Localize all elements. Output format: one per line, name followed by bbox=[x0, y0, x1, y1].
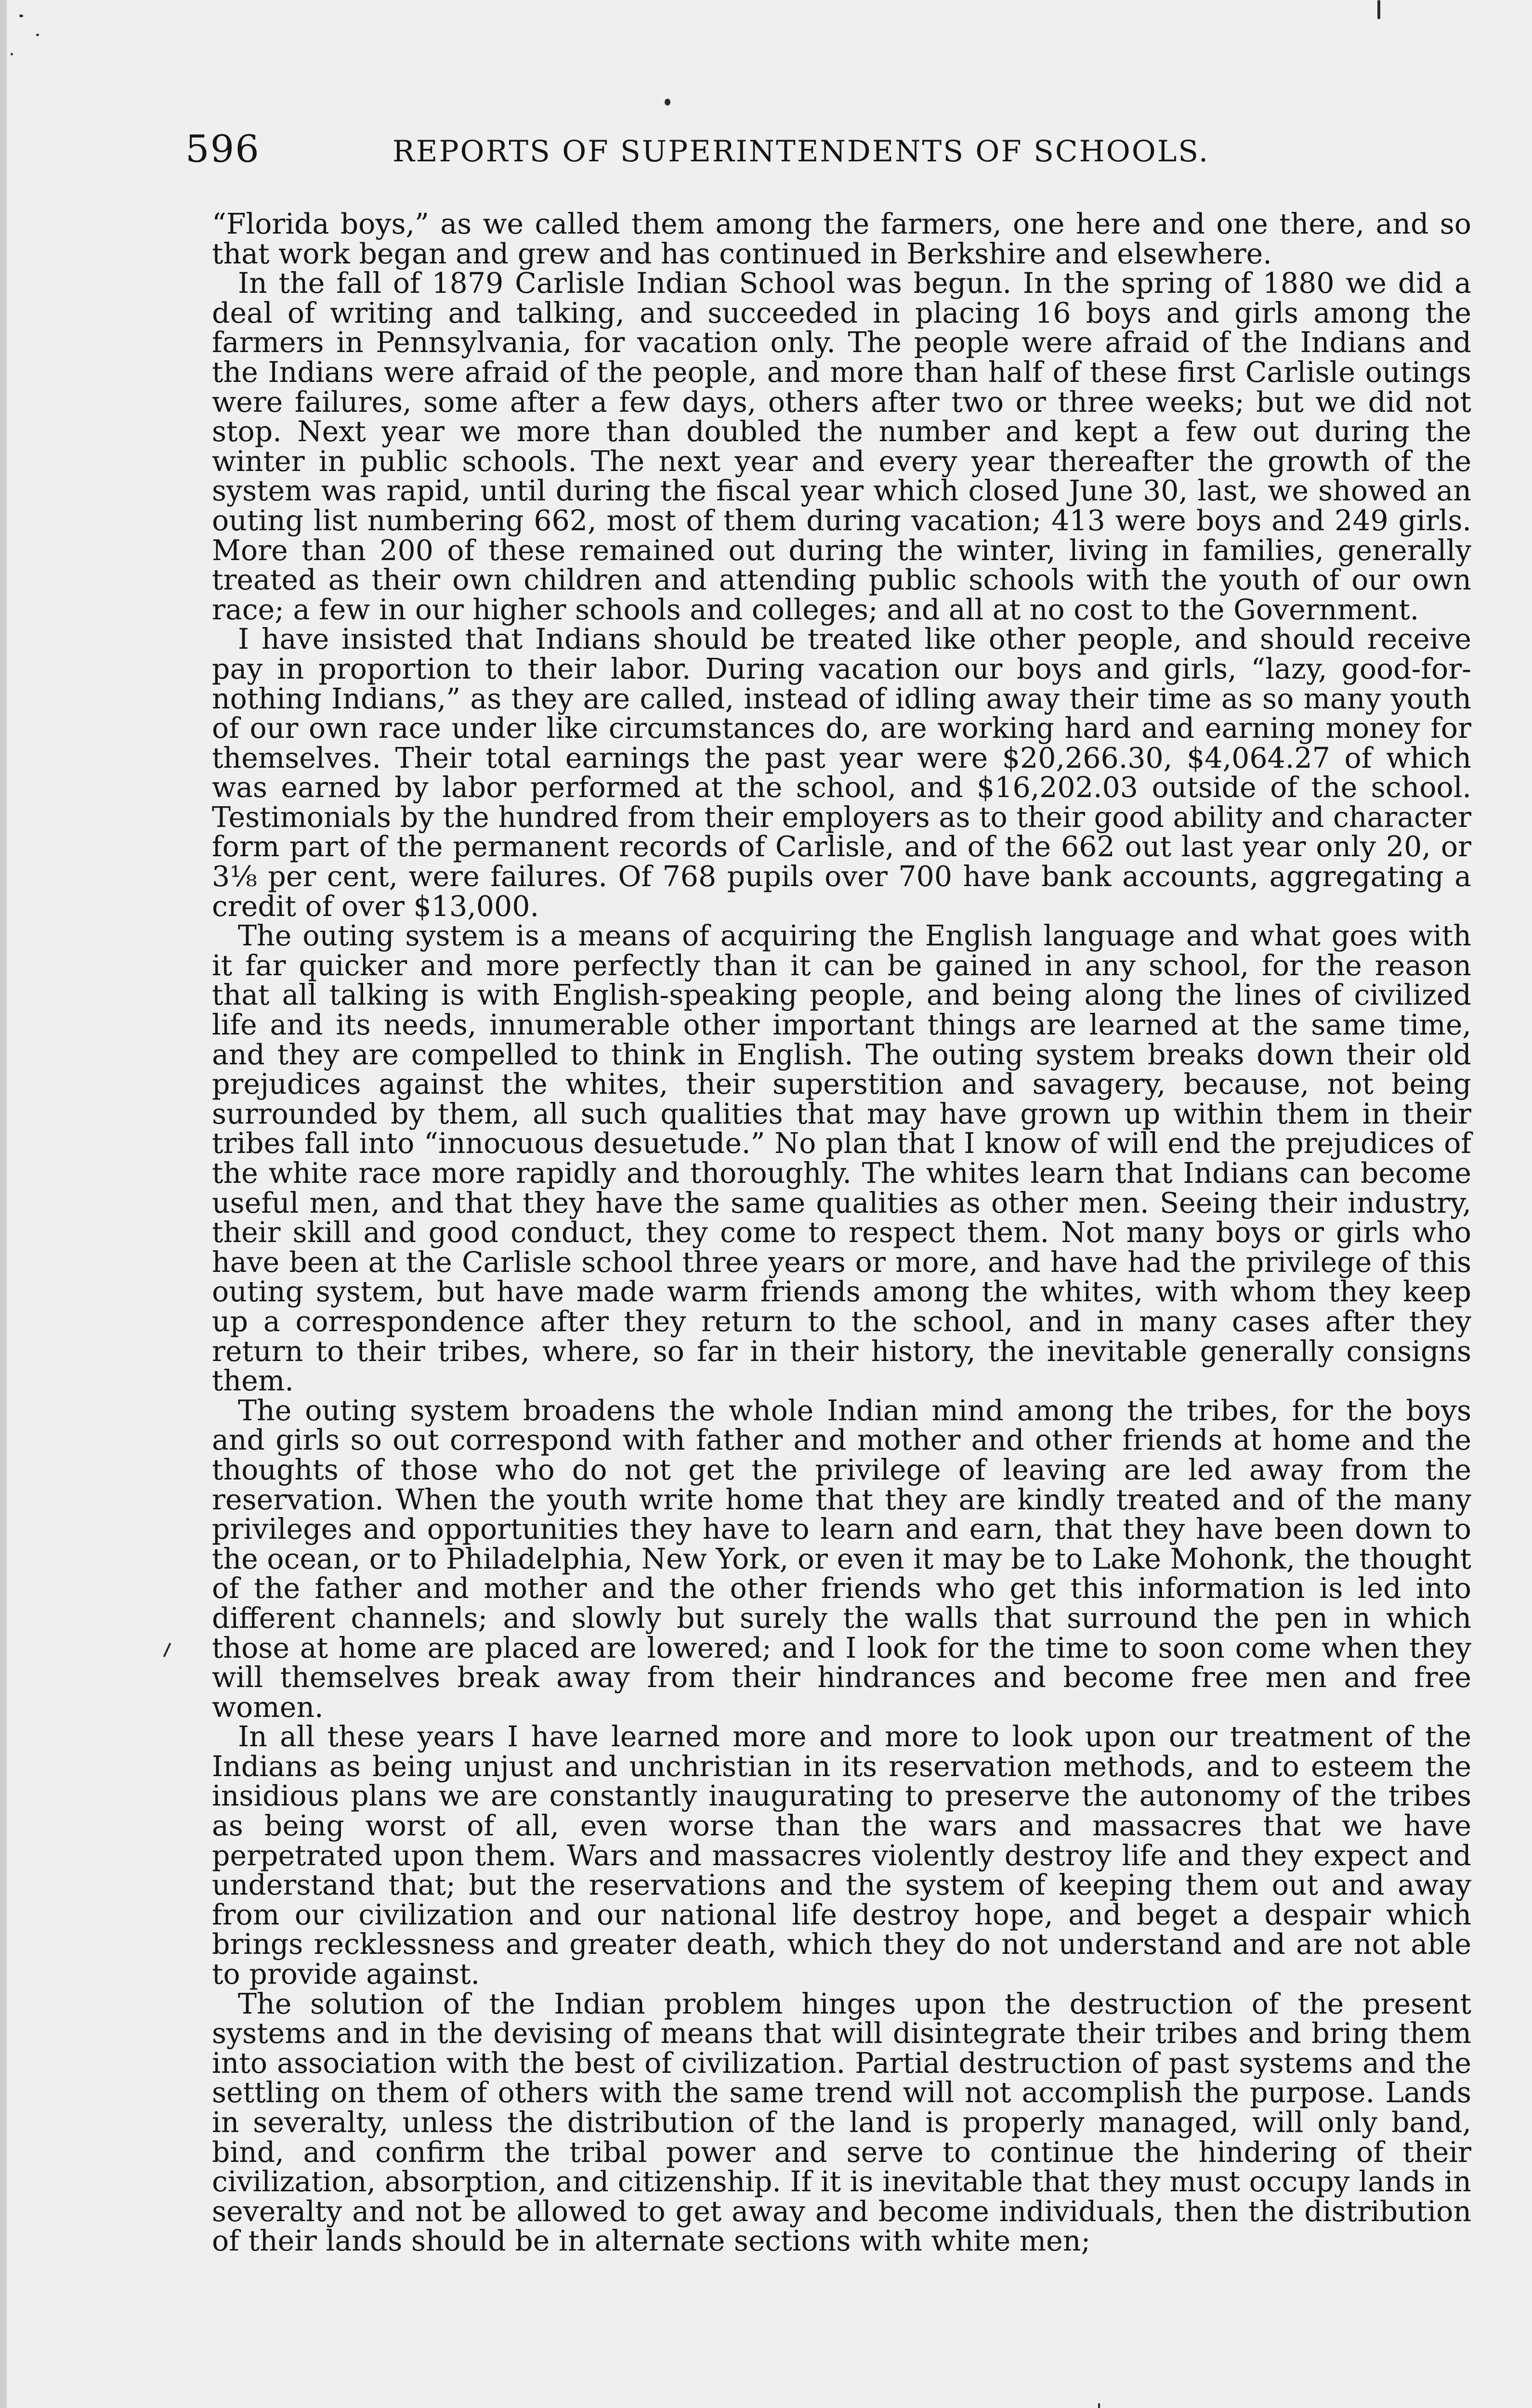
scan-speck bbox=[11, 53, 13, 55]
running-title: REPORTS OF SUPERINTENDENTS OF SCHOOLS. bbox=[393, 134, 1210, 169]
body-text bbox=[212, 209, 1471, 2256]
scan-speck bbox=[1377, 0, 1380, 19]
paragraph: “Florida boys,” as we called them among the farmers, one here and one there, and so that work began and grew and has continued in Berkshire and elsewhere. bbox=[212, 208, 1471, 270]
paragraph: The outing system is a means of acquiring the English language and what goes with it far quicker and more perfectly than it can be gained in any school, for the reason that all talking is with English-speaking people, and being along the lines of civilized life and its needs, innumerable other important things are learned at the same time, and they are compelled to think in English. The outing system breaks down their old prejudices against the whites, their superstition and savagery, because, not being surrounded by them, all such qualities that may have grown up within them in their tribes fall into “innocuous desuetude.” No plan that I know of will end the prejudices of the white race more rapidly and thoroughly. The whites learn that Indians can become useful men, and that they have the same qualities as other men. Seeing their industry, their skill and good conduct, they come to respect them. Not many boys or girls who have been at the Carlisle school three years or more, and have had the privilege of this outing system, but have made warm friends among the whites, with whom they keep up a correspondence after they return to the school, and in many cases after they return to their tribes, where, so far in their history, the inevitable generally consigns them. bbox=[212, 919, 1471, 1398]
scan-speck bbox=[665, 99, 670, 105]
paragraph: In all these years I have learned more and more to look upon our treatment of the Indians as being unjust and unchristian in its reservation methods, and to esteem the insidious plans we are constantly inaugurating to preserve the autonomy of the tribes as being worst of all, even worse than the wars and massacres that we have perpetrated upon them. Wars and massacres violently destroy life and they expect and understand that; but the reservations and the system of keeping them out and away from our civilization and our national life destroy hope, and beget a despair which brings recklessness and greater death, which they do not understand and are not able to provide against. bbox=[212, 1720, 1471, 1991]
page-number: 596 bbox=[185, 128, 260, 171]
paragraph: The outing system broadens the whole Indian mind among the tribes, for the boys and girls so out correspond with father and mother and other friends at home and the thoughts of those who do not get the privilege of leaving are led away from the reservation. When the youth write home that they are kindly treated and of the many privileges and opportunities they have to learn and earn, that they have been down to the ocean, or to Philadelphia, New York, or even it may be to Lake Mohonk, the thought of the father and mother and the other friends who get this information is led into different channels; and slowly but surely the walls that surround the pen in which those at home are placed are lowered; and I look for the time to soon come when they will themselves break away from their hindrances and become free men and free women. bbox=[212, 1394, 1471, 1724]
scan-left-edge bbox=[0, 0, 7, 2408]
scan-speck bbox=[36, 34, 39, 36]
paragraph: In the fall of 1879 Carlisle Indian School was begun. In the spring of 1880 we did a deal of writing and talking, and succeeded in placing 16 boys and girls among the farmers in Pennsylvania, for vacation only. The people were afraid of the Indians and the Indians were afraid of the people, and more than half of these first Carlisle outings were failures, some after a few days, others after two or three weeks; but we did not stop. Next year we more than doubled the number and kept a few out during the winter in public schools. The next year and every year thereafter the growth of the system was rapid, until during the fiscal year which closed June 30, last, we showed an outing list numbering 662, most of them during vacation; 413 were boys and 249 girls. More than 200 of these remained out during the winter, living in families, generally treated as their own children and attending public schools with the youth of our own race; a few in our higher schools and colleges; and all at no cost to the Government. bbox=[212, 267, 1471, 626]
page-header bbox=[185, 123, 1279, 176]
scan-speck bbox=[163, 1643, 171, 1658]
scan-speck bbox=[19, 14, 23, 17]
scan-speck bbox=[1098, 2403, 1100, 2408]
paragraph: I have insisted that Indians should be treated like other people, and should receive pay in proportion to their labor. During vacation our boys and girls, “lazy, good-for-nothing Indians,” as they are called, instead of idling away their time as so many youth of our own race under like circumstances do, are working hard and earning money for themselves. Their total earnings the past year were $20,266.30, $4,064.27 of which was earned by labor performed at the school, and $16,202.03 outside of the school. Testimonials by the hundred from their employers as to their good ability and character form part of the permanent records of Carlisle, and of the 662 out last year only 20, or 3⅛ per cent, were failures. Of 768 pupils over 700 have bank accounts, aggregating a credit of over $13,000. bbox=[212, 623, 1471, 923]
paragraph: The solution of the Indian problem hinges upon the destruction of the present systems and in the devising of means that will disintegrate their tribes and bring them into association with the best of civilization. Partial destruction of past systems and the settling on them of others with the same trend will not accomplish the purpose. Lands in severalty, unless the distribution of the land is properly managed, will only band, bind, and confirm the tribal power and serve to continue the hindering of their civilization, absorption, and citizenship. If it is inevitable that they must occupy lands in severalty and not be allowed to get away and become individuals, then the distribution of their lands should be in alternate sections with white men; bbox=[212, 1987, 1471, 2258]
